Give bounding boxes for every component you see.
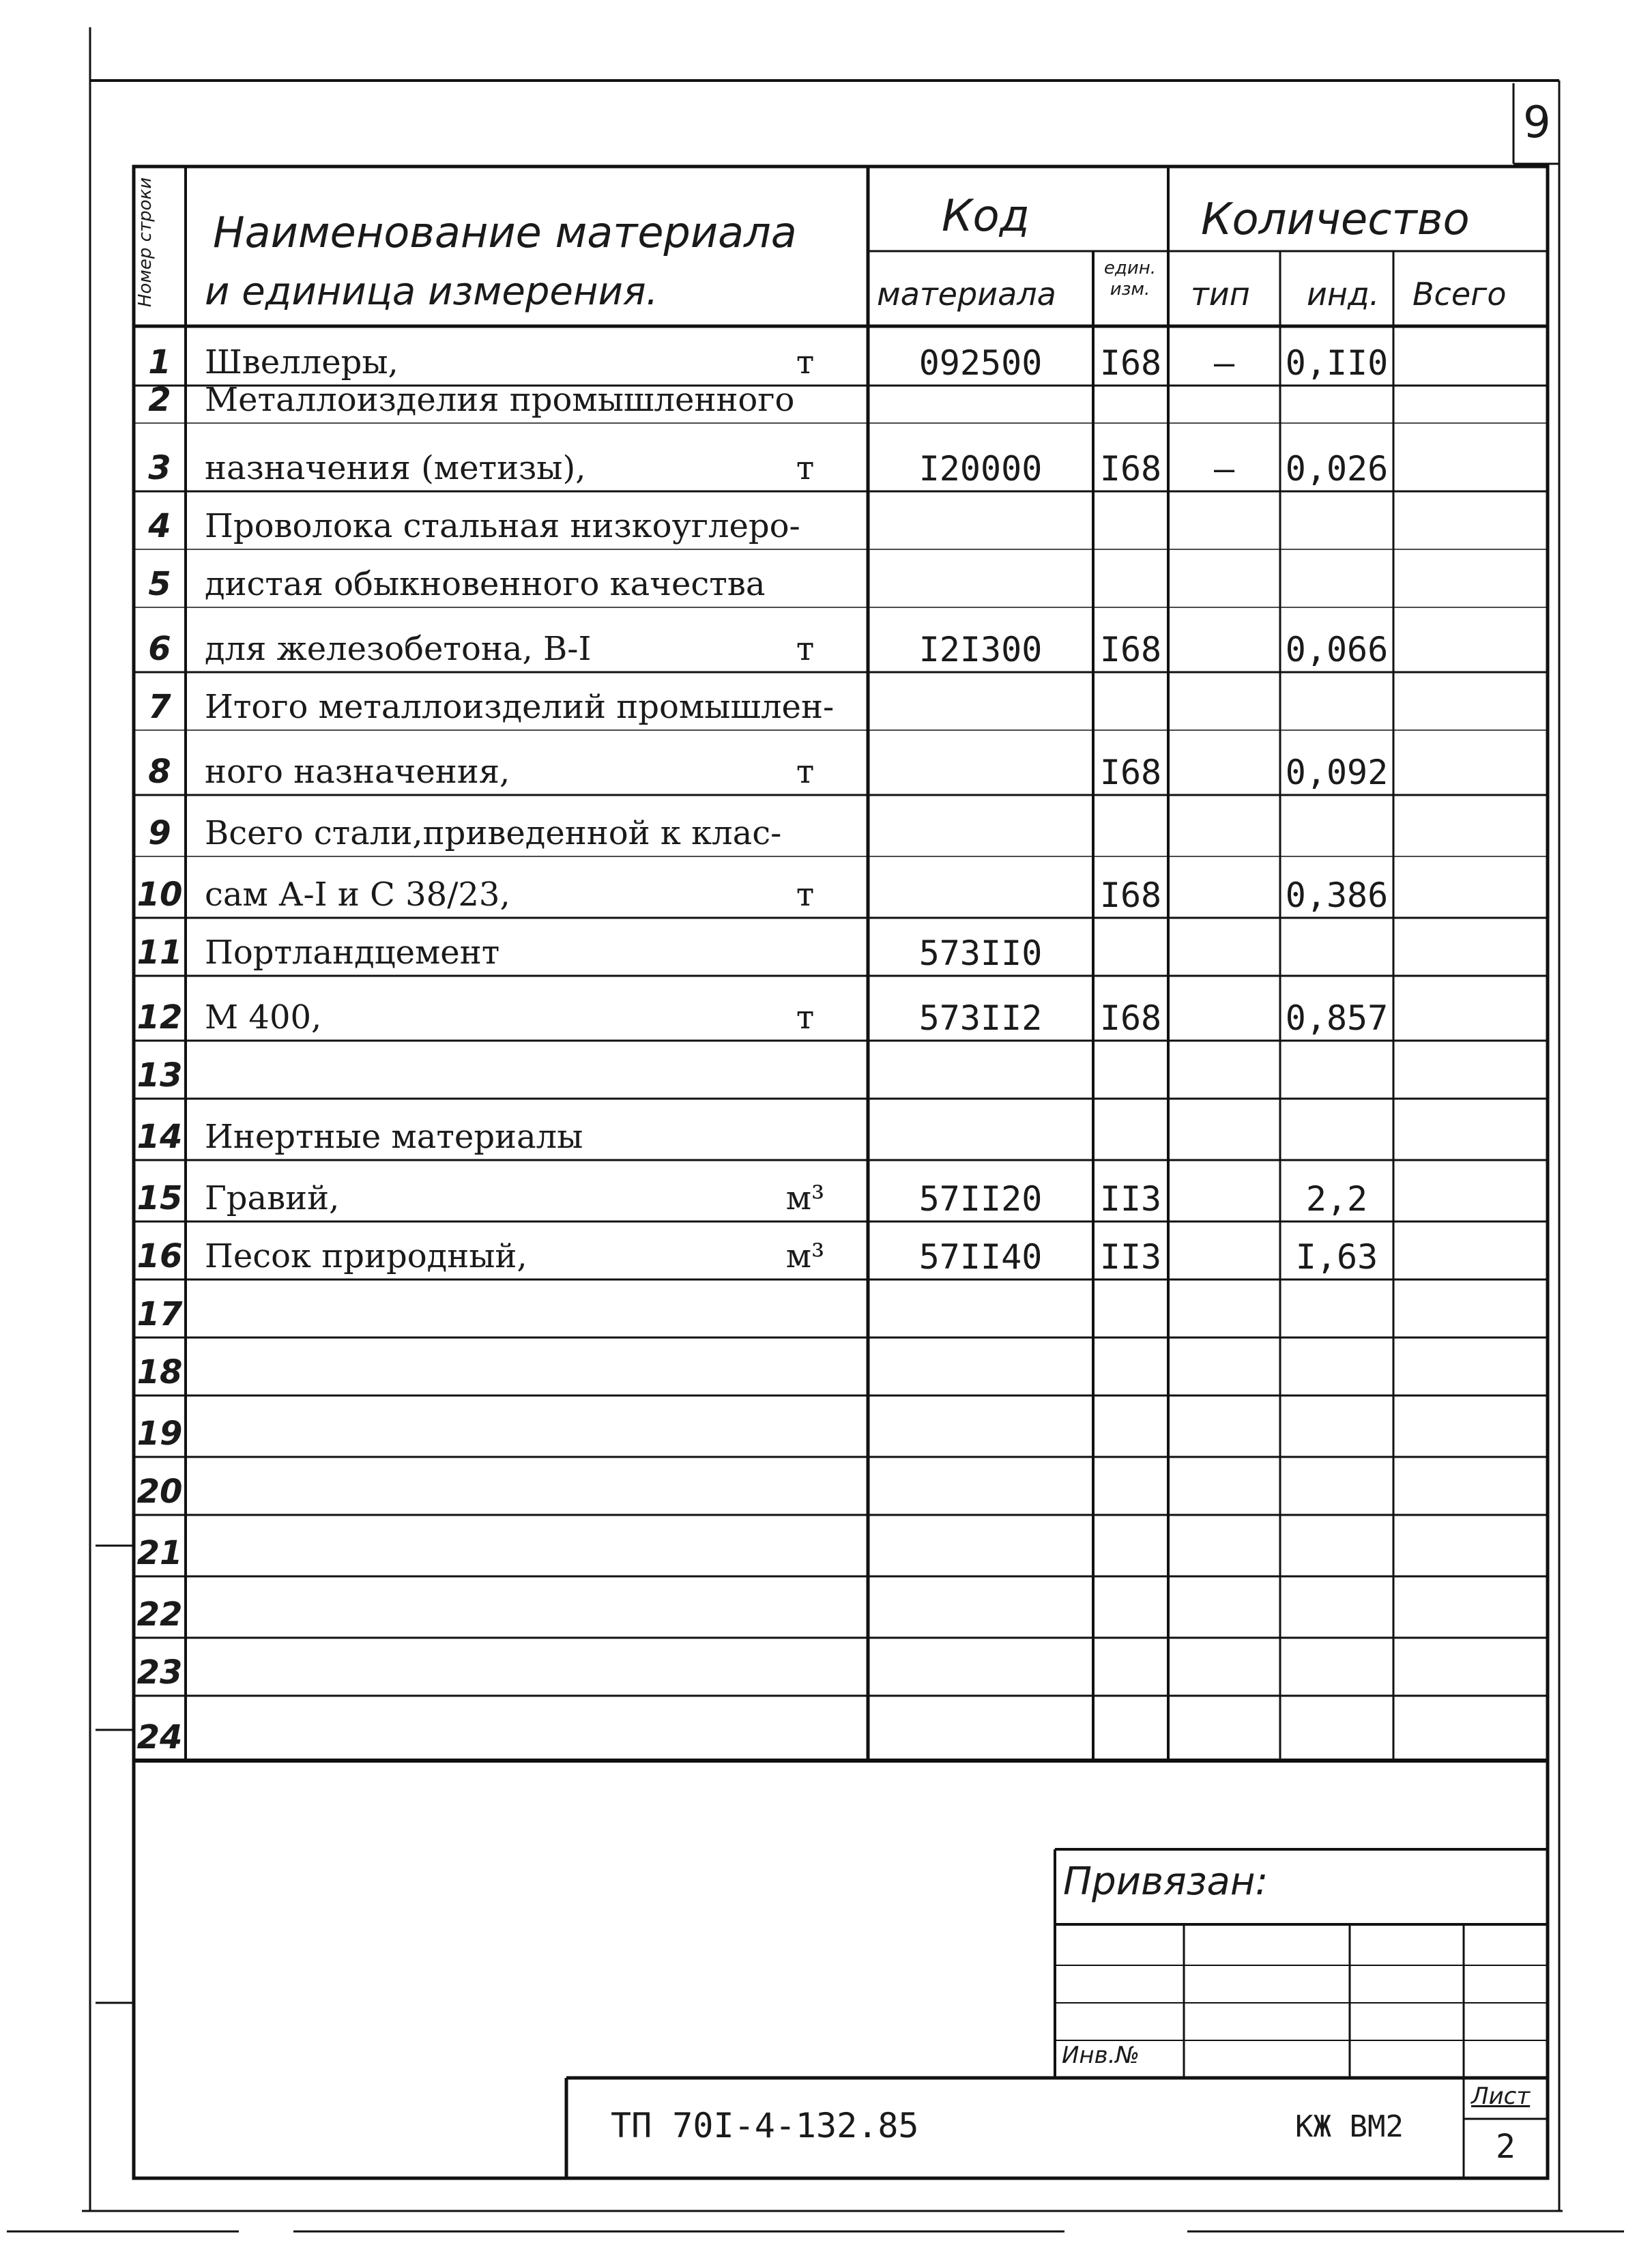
quantity-individual: 0,092 [1285, 753, 1389, 792]
document-code: ТП 70I-4-132.85 [611, 2106, 919, 2145]
unit-of-measure: м³ [785, 1237, 825, 1275]
sheet-label: Лист [1471, 2083, 1531, 2110]
material-name: Всего стали,приведенной к клас- [205, 814, 782, 852]
unit-code: I68 [1099, 753, 1162, 792]
row-number: 4 [148, 507, 171, 545]
unit-code: I68 [1099, 876, 1162, 915]
quantity-individual: 0,066 [1285, 630, 1389, 669]
quantity-individual: 0,857 [1285, 998, 1389, 1038]
row-number: 17 [136, 1295, 183, 1333]
quantity-individual: 0,II0 [1285, 343, 1389, 383]
material-name: Портландцемент [205, 934, 500, 972]
unit-of-measure: т [796, 753, 815, 791]
material-name: сам А-I и С 38/23, [205, 876, 510, 914]
unit-of-measure: т [796, 449, 815, 487]
qty-type-header: тип [1191, 276, 1250, 313]
name-header-line1: Наименование материала [213, 207, 797, 257]
row-number: 14 [136, 1118, 183, 1156]
unit-of-measure: т [796, 876, 815, 914]
name-header-line2: и единица измерения. [205, 270, 658, 314]
quantity-individual: 0,026 [1285, 449, 1389, 489]
row-number: 2 [148, 381, 171, 419]
row-number: 5 [148, 565, 171, 603]
row-number: 9 [148, 814, 171, 852]
material-code: I2I300 [918, 630, 1043, 669]
material-name: Швеллеры, [205, 343, 398, 381]
material-code: 573II2 [918, 998, 1043, 1038]
row-number: 1 [148, 343, 171, 381]
row-number: 22 [136, 1595, 183, 1634]
material-name: Песок природный, [205, 1237, 527, 1275]
row-number: 3 [148, 449, 171, 487]
row-number: 8 [148, 753, 171, 791]
page-number: 9 [1523, 98, 1551, 148]
row-number: 19 [136, 1415, 183, 1453]
material-name: для железобетона, В-I [205, 630, 592, 668]
document-mark: КЖ ВМ2 [1295, 2109, 1404, 2144]
qty-ind-header: инд. [1307, 276, 1380, 313]
material-name: Гравий, [205, 1179, 340, 1217]
unit-code: I68 [1099, 343, 1162, 383]
quantity-individual: I,63 [1295, 1237, 1378, 1277]
row-number: 21 [136, 1534, 183, 1572]
unit-of-measure: т [796, 343, 815, 381]
row-number: 11 [136, 934, 183, 972]
row-number: 15 [136, 1179, 183, 1217]
material-name: дистая обыкновенного качества [205, 565, 766, 603]
material-name: Проволока стальная низкоуглеро- [205, 507, 800, 545]
quantity-type: – [1213, 343, 1235, 383]
material-name: Металлоизделия промышленного [205, 381, 795, 419]
material-name: Итого металлоизделий промышлен- [205, 688, 835, 726]
row-number: 24 [136, 1718, 183, 1756]
material-name: ного назначения, [205, 753, 510, 791]
inventory-number-label: Инв.№ [1062, 2042, 1140, 2069]
material-name: Инертные материалы [205, 1118, 583, 1156]
row-number: 23 [136, 1653, 183, 1692]
row-number: 6 [148, 630, 171, 668]
row-number: 20 [136, 1473, 183, 1511]
unit-code: I68 [1099, 998, 1162, 1038]
unit-code: II3 [1099, 1237, 1162, 1277]
code-material-header: материала [877, 276, 1056, 313]
material-code: 573II0 [918, 934, 1043, 973]
unit-code: I68 [1099, 449, 1162, 489]
material-code: 57II20 [918, 1179, 1043, 1219]
row-number: 10 [136, 876, 183, 914]
row-number: 12 [136, 998, 183, 1037]
row-number-header: Номер строки [135, 177, 156, 308]
qty-group-header: Количество [1201, 194, 1470, 245]
material-code: I20000 [918, 449, 1043, 489]
quantity-individual: 2,2 [1305, 1179, 1368, 1219]
quantity-type: – [1213, 449, 1235, 489]
code-group-header: Код [942, 191, 1030, 242]
material-code: 57II40 [918, 1237, 1043, 1277]
unit-of-measure: т [796, 630, 815, 668]
row-number: 13 [136, 1056, 183, 1095]
code-unit-header: един. изм. [1103, 258, 1157, 300]
qty-total-header: Всего [1412, 276, 1507, 313]
row-number: 16 [136, 1237, 183, 1275]
material-name: назначения (метизы), [205, 449, 586, 487]
quantity-individual: 0,386 [1285, 876, 1389, 915]
material-code: 092500 [918, 343, 1043, 383]
material-name: М 400, [205, 998, 322, 1037]
privyazan-label: Привязан: [1063, 1860, 1269, 1904]
unit-code: II3 [1099, 1179, 1162, 1219]
unit-code: I68 [1099, 630, 1162, 669]
sheet-number: 2 [1496, 2128, 1516, 2166]
row-number: 7 [148, 688, 171, 726]
unit-of-measure: м³ [785, 1179, 825, 1217]
row-number: 18 [136, 1353, 183, 1391]
unit-of-measure: т [796, 998, 815, 1037]
